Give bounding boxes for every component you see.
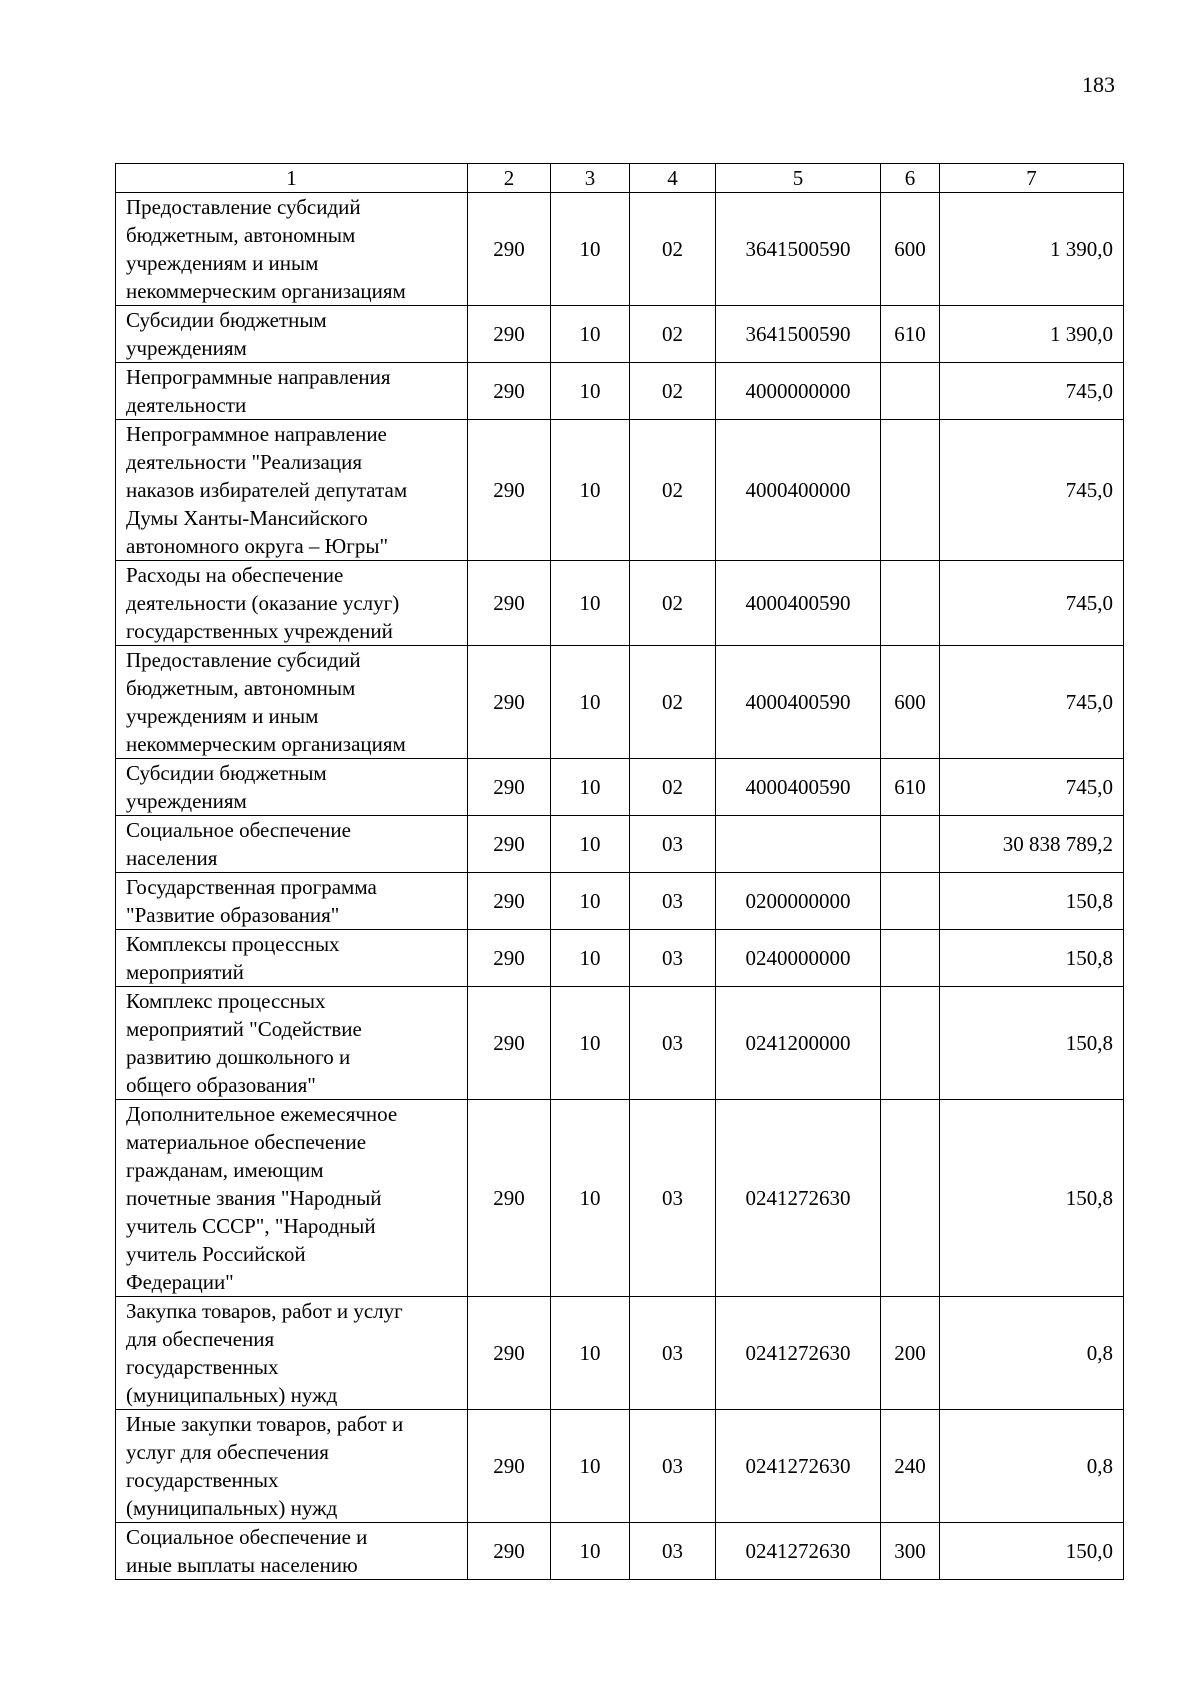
row-name-cell: Иные закупки товаров, работ и услуг для обеспечения государственных (муниципальных) нужд	[116, 1410, 468, 1523]
budget-table	[115, 163, 1124, 1580]
row-col-2-cell: 290	[468, 561, 551, 646]
row-name-cell: Субсидии бюджетным учреждениям	[116, 759, 468, 816]
row-col-5-cell: 0241272630	[716, 1523, 881, 1580]
header-cell-2: 2	[468, 164, 551, 193]
row-col-3-cell: 10	[551, 561, 630, 646]
row-amount-cell: 150,8	[940, 930, 1124, 987]
row-col-5-cell: 0240000000	[716, 930, 881, 987]
row-col-6-cell	[881, 561, 940, 646]
header-cell-4: 4	[630, 164, 716, 193]
row-col-2-cell: 290	[468, 816, 551, 873]
header-cell-7: 7	[940, 164, 1124, 193]
row-amount-cell: 0,8	[940, 1410, 1124, 1523]
table-row	[116, 363, 1124, 420]
row-col-2-cell: 290	[468, 1297, 551, 1410]
row-col-4-cell: 03	[630, 987, 716, 1100]
row-col-6-cell	[881, 987, 940, 1100]
row-col-2-cell: 290	[468, 420, 551, 561]
row-amount-cell: 0,8	[940, 1297, 1124, 1410]
row-col-6-cell	[881, 1100, 940, 1297]
row-amount-cell: 150,0	[940, 1523, 1124, 1580]
row-col-2-cell: 290	[468, 759, 551, 816]
row-col-3-cell: 10	[551, 1297, 630, 1410]
row-name-cell: Закупка товаров, работ и услуг для обеспечения государственных (муниципальных) нужд	[116, 1297, 468, 1410]
row-col-5-cell: 4000400590	[716, 759, 881, 816]
row-col-2-cell: 290	[468, 1100, 551, 1297]
row-col-4-cell: 03	[630, 1297, 716, 1410]
row-name-cell: Субсидии бюджетным учреждениям	[116, 306, 468, 363]
row-col-6-cell	[881, 930, 940, 987]
row-col-6-cell	[881, 816, 940, 873]
row-col-3-cell: 10	[551, 1523, 630, 1580]
row-col-5-cell	[716, 816, 881, 873]
row-col-4-cell: 02	[630, 193, 716, 306]
row-amount-cell: 30 838 789,2	[940, 816, 1124, 873]
row-col-3-cell: 10	[551, 1100, 630, 1297]
table-row	[116, 646, 1124, 759]
row-col-2-cell: 290	[468, 987, 551, 1100]
row-col-5-cell: 4000400000	[716, 420, 881, 561]
row-col-4-cell: 03	[630, 873, 716, 930]
row-col-6-cell: 200	[881, 1297, 940, 1410]
row-name-cell: Дополнительное ежемесячное материальное обеспечение гражданам, имеющим почетные звания "Народный учитель СССР", "Народный учитель Российской Федерации"	[116, 1100, 468, 1297]
row-name-cell: Комплекс процессных мероприятий "Содействие развитию дошкольного и общего образования"	[116, 987, 468, 1100]
row-col-5-cell: 0241272630	[716, 1100, 881, 1297]
row-col-5-cell: 0200000000	[716, 873, 881, 930]
table-row	[116, 816, 1124, 873]
row-col-2-cell: 290	[468, 1523, 551, 1580]
row-col-3-cell: 10	[551, 420, 630, 561]
table-row	[116, 420, 1124, 561]
row-col-3-cell: 10	[551, 816, 630, 873]
table-row	[116, 987, 1124, 1100]
row-name-cell: Государственная программа "Развитие образования"	[116, 873, 468, 930]
page-number: 183	[1082, 72, 1115, 97]
table-row	[116, 1523, 1124, 1580]
row-col-2-cell: 290	[468, 193, 551, 306]
row-col-2-cell: 290	[468, 646, 551, 759]
row-col-4-cell: 02	[630, 363, 716, 420]
row-col-4-cell: 02	[630, 759, 716, 816]
row-col-5-cell: 4000400590	[716, 646, 881, 759]
table-row	[116, 1100, 1124, 1297]
table-row	[116, 306, 1124, 363]
row-amount-cell: 150,8	[940, 873, 1124, 930]
row-name-cell: Предоставление субсидий бюджетным, автономным учреждениям и иным некоммерческим организациям	[116, 193, 468, 306]
row-col-2-cell: 290	[468, 930, 551, 987]
row-col-4-cell: 03	[630, 816, 716, 873]
header-cell-1: 1	[116, 164, 468, 193]
row-col-3-cell: 10	[551, 1410, 630, 1523]
row-name-cell: Комплексы процессных мероприятий	[116, 930, 468, 987]
row-col-4-cell: 03	[630, 1410, 716, 1523]
row-name-cell: Непрограммные направления деятельности	[116, 363, 468, 420]
row-col-6-cell: 600	[881, 193, 940, 306]
row-amount-cell: 1 390,0	[940, 193, 1124, 306]
row-col-5-cell: 3641500590	[716, 306, 881, 363]
table-row	[116, 759, 1124, 816]
row-col-4-cell: 03	[630, 930, 716, 987]
table-row	[116, 561, 1124, 646]
row-col-3-cell: 10	[551, 363, 630, 420]
row-col-6-cell	[881, 363, 940, 420]
row-col-6-cell: 300	[881, 1523, 940, 1580]
header-cell-3: 3	[551, 164, 630, 193]
row-name-cell: Социальное обеспечение населения	[116, 816, 468, 873]
row-col-5-cell: 0241200000	[716, 987, 881, 1100]
row-name-cell: Социальное обеспечение и иные выплаты населению	[116, 1523, 468, 1580]
row-col-6-cell: 610	[881, 306, 940, 363]
header-cell-6: 6	[881, 164, 940, 193]
row-amount-cell: 745,0	[940, 759, 1124, 816]
row-col-5-cell: 0241272630	[716, 1410, 881, 1523]
row-col-6-cell: 610	[881, 759, 940, 816]
row-col-2-cell: 290	[468, 363, 551, 420]
row-amount-cell: 745,0	[940, 363, 1124, 420]
row-name-cell: Непрограммное направление деятельности "Реализация наказов избирателей депутатам Думы Ханты-Мансийского автономного округа – Югры"	[116, 420, 468, 561]
row-amount-cell: 150,8	[940, 1100, 1124, 1297]
table-row	[116, 873, 1124, 930]
row-name-cell: Расходы на обеспечение деятельности (оказание услуг) государственных учреждений	[116, 561, 468, 646]
row-amount-cell: 745,0	[940, 561, 1124, 646]
table-header-row	[116, 164, 1124, 193]
row-col-3-cell: 10	[551, 930, 630, 987]
row-col-5-cell: 0241272630	[716, 1297, 881, 1410]
table-row	[116, 1297, 1124, 1410]
row-col-3-cell: 10	[551, 759, 630, 816]
row-col-3-cell: 10	[551, 306, 630, 363]
row-col-4-cell: 03	[630, 1523, 716, 1580]
table-row	[116, 930, 1124, 987]
row-col-6-cell: 600	[881, 646, 940, 759]
row-col-6-cell: 240	[881, 1410, 940, 1523]
row-col-5-cell: 4000000000	[716, 363, 881, 420]
row-col-6-cell	[881, 420, 940, 561]
row-name-cell: Предоставление субсидий бюджетным, автономным учреждениям и иным некоммерческим организациям	[116, 646, 468, 759]
row-amount-cell: 745,0	[940, 646, 1124, 759]
table-row	[116, 1410, 1124, 1523]
row-col-2-cell: 290	[468, 873, 551, 930]
table-row	[116, 193, 1124, 306]
header-cell-5: 5	[716, 164, 881, 193]
row-col-4-cell: 02	[630, 420, 716, 561]
row-col-4-cell: 03	[630, 1100, 716, 1297]
row-amount-cell: 745,0	[940, 420, 1124, 561]
row-col-4-cell: 02	[630, 561, 716, 646]
row-col-3-cell: 10	[551, 987, 630, 1100]
row-col-3-cell: 10	[551, 193, 630, 306]
row-col-6-cell	[881, 873, 940, 930]
row-col-2-cell: 290	[468, 306, 551, 363]
row-col-4-cell: 02	[630, 306, 716, 363]
row-col-4-cell: 02	[630, 646, 716, 759]
row-col-5-cell: 3641500590	[716, 193, 881, 306]
row-col-3-cell: 10	[551, 873, 630, 930]
row-amount-cell: 150,8	[940, 987, 1124, 1100]
row-col-3-cell: 10	[551, 646, 630, 759]
row-col-2-cell: 290	[468, 1410, 551, 1523]
row-amount-cell: 1 390,0	[940, 306, 1124, 363]
row-col-5-cell: 4000400590	[716, 561, 881, 646]
